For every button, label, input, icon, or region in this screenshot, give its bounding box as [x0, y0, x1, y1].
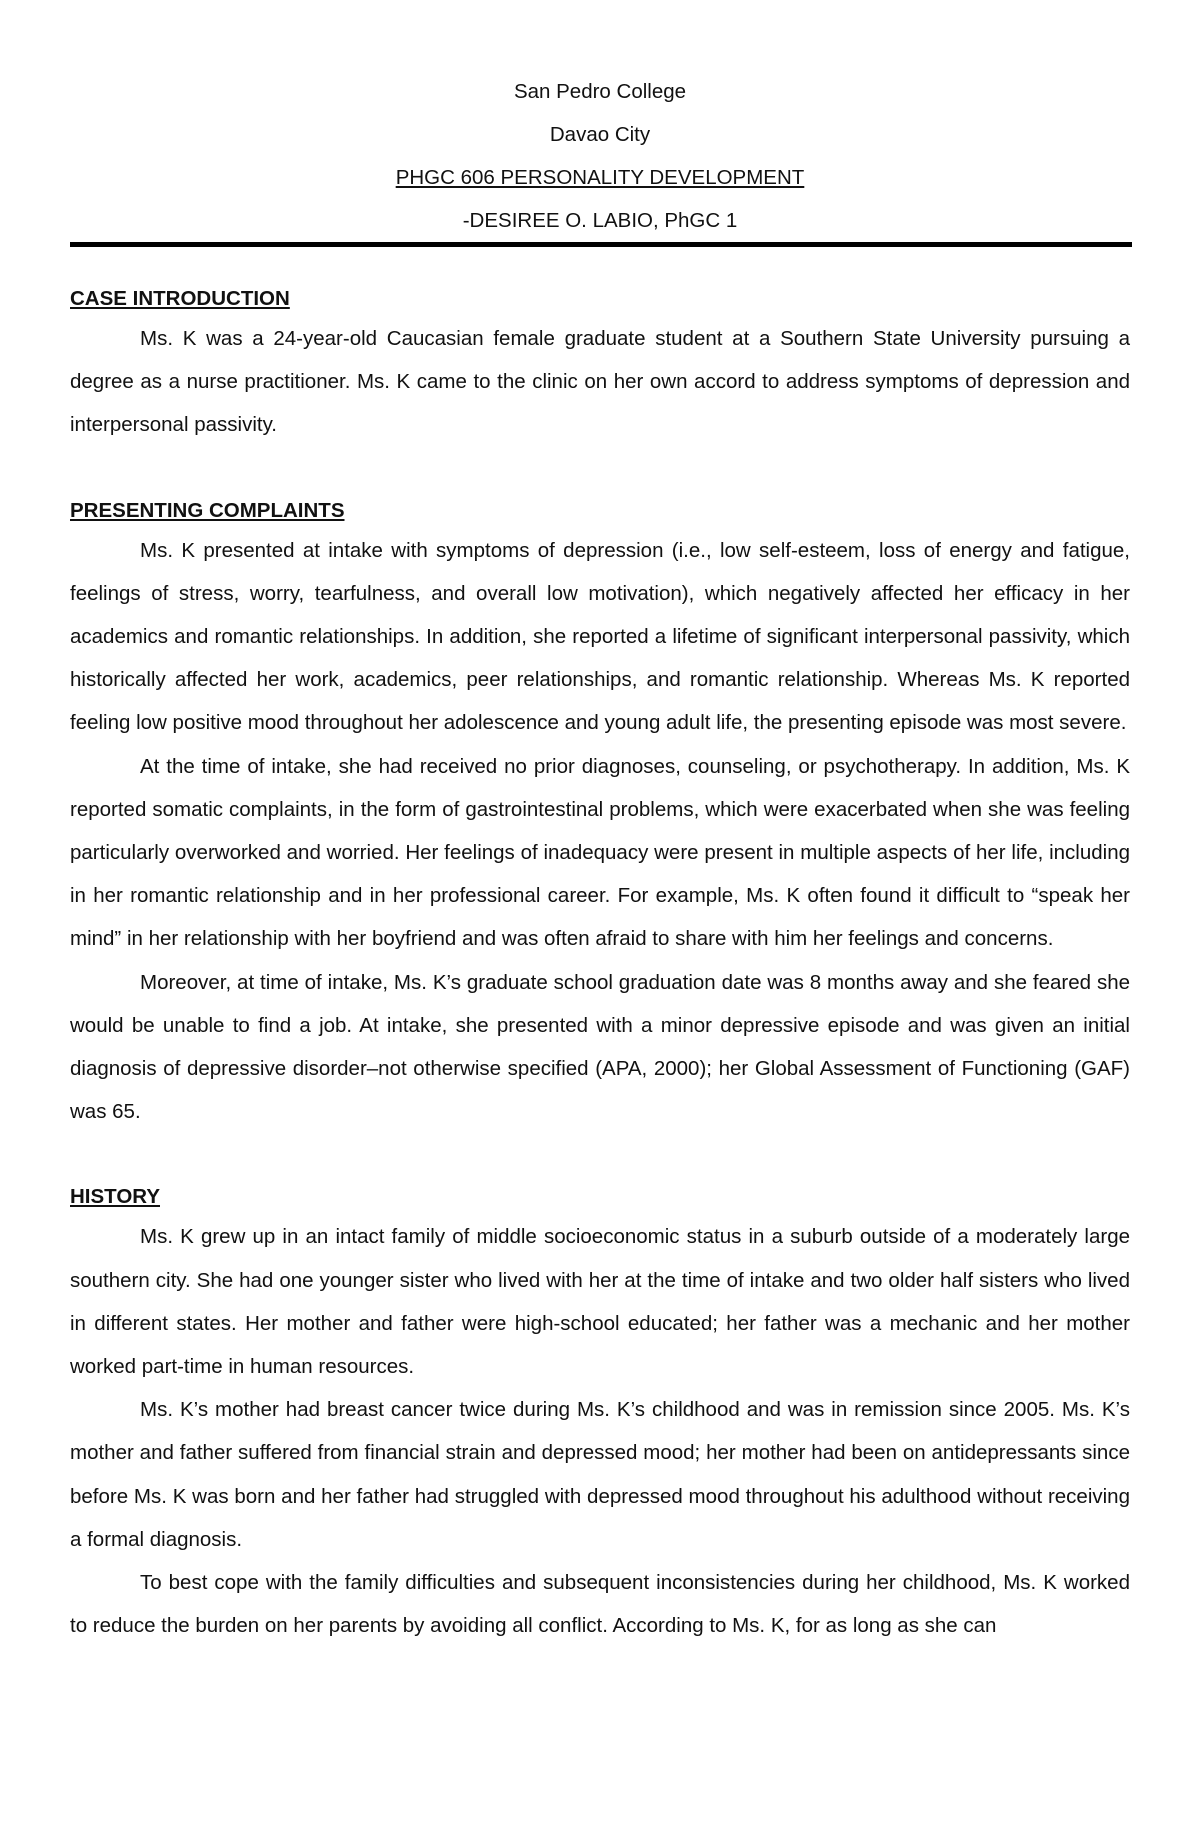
- paragraph: Moreover, at time of intake, Ms. K’s graduate school graduation date was 8 months away and she feared she would be unable to find a job. At intake, she presented with a minor depressive episode and was given an initial diagnosis of depressive disorder–not otherwise specified (APA, 2000); her Global Assessment of Functioning (GAF) was 65.: [70, 970, 1130, 1124]
- paragraph: Ms. K was a 24-year-old Caucasian female graduate student at a Southern State University pursuing a degree as a nurse practitioner. Ms. K came to the clinic on her own accord to address symptoms of depression and interpersonal passivity.: [70, 327, 1130, 437]
- paragraph: To best cope with the family difficulties and subsequent inconsistencies during her childhood, Ms. K worked to reduce the burden on her parents by avoiding all conflict. According to Ms. K, for as long as she can: [70, 1571, 1130, 1638]
- section-heading-history: HISTORY: [70, 1185, 160, 1209]
- institution-name: San Pedro College: [513, 80, 687, 103]
- header-divider: [70, 242, 1132, 247]
- paragraph: Ms. K’s mother had breast cancer twice during Ms. K’s childhood and was in remission since 2005. Ms. K’s mother and father suffered from financial strain and depressed mood; her mother had been on antidepressants since before Ms. K was born and her father had struggled with depressed mood throughout his adulthood without receiving a formal diagnosis.: [70, 1398, 1130, 1551]
- paragraph: Ms. K presented at intake with symptoms of depression (i.e., low self-esteem, loss of energy and fatigue, feelings of stress, worry, tearfulness, and overall low motivation), which negatively affected her efficacy in her academics and romantic relationships. In addition, she reported a lifetime of significant interpersonal passivity, which historically affected her work, academics, peer relationships, and romantic relationship. Whereas Ms. K reported feeling low positive mood throughout her adolescence and young adult life, the presenting episode was most severe.: [70, 538, 1130, 735]
- author-line: -DESIREE O. LABIO, PhGC 1: [462, 209, 738, 232]
- section-history: [70, 1175, 1130, 1647]
- paragraph: At the time of intake, she had received no prior diagnoses, counseling, or psychotherapy. In addition, Ms. K reported somatic complaints, in the form of gastrointestinal problems, which were exacerbated when she was feeling particularly overworked and worried. Her feelings of inadequacy were present in multiple aspects of her life, including in her romantic relationship and in her professional career. For example, Ms. K often found it difficult to “speak her mind” in her relationship with her boyfriend and was often afraid to share with him her feelings and concerns.: [70, 754, 1130, 951]
- paragraph: Ms. K grew up in an intact family of middle socioeconomic status in a suburb outside of a moderately large southern city. She had one younger sister who lived with her at the time of intake and two older half sisters who lived in different states. Her mother and father were high-school educated; her father was a mechanic and her mother worked part-time in human resources.: [70, 1225, 1130, 1379]
- section-heading-presenting-complaints: PRESENTING COMPLAINTS: [70, 498, 345, 522]
- document-header: [70, 0, 1130, 242]
- course-title: PHGC 606 PERSONALITY DEVELOPMENT: [395, 166, 805, 189]
- section-case-introduction: [70, 277, 1130, 447]
- section-presenting-complaints: [70, 489, 1130, 1134]
- section-heading-case-introduction: CASE INTRODUCTION: [70, 287, 290, 310]
- institution-city: Davao City: [549, 123, 651, 146]
